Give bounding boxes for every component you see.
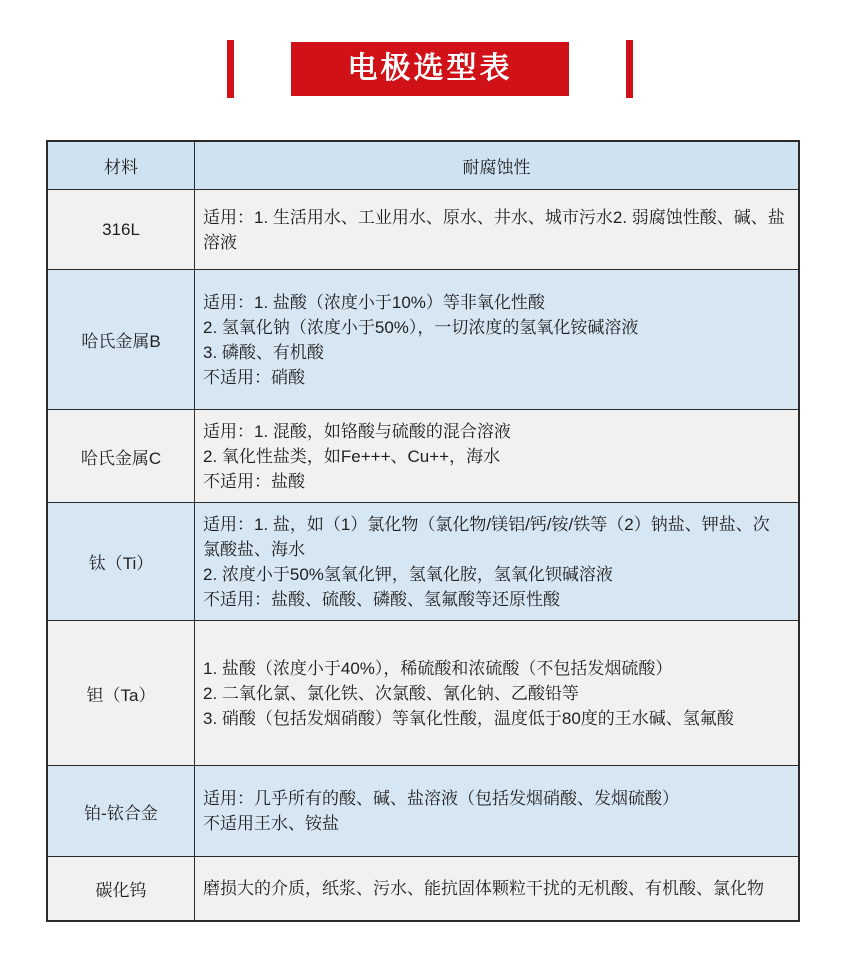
table-row-tantalum [47,621,799,766]
resistance-line: 不适用：盐酸 [203,471,305,491]
table-row-titanium [47,503,799,621]
resistance-cell [195,190,800,270]
resistance-line: 不适用王水、铵盐 [203,814,339,833]
material-cell: 碳化钨 [47,857,195,921]
material-cell: 316L [47,190,195,270]
page-title: 电极选型表 [347,52,513,85]
resistance-line: 1. 盐酸（浓度小于40%），稀硫酸和浓硫酸（不包括发烟硫酸） [203,658,673,678]
material-cell: 哈氏金属B [47,270,195,410]
title-banner [291,42,569,96]
resistance-cell [195,270,800,410]
resistance-cell [195,621,800,766]
material-cell: 钛（Ti） [47,503,195,621]
table-row-platinum-iridium [47,766,799,857]
resistance-line: 不适用：盐酸、硫酸、磷酸、氢氟酸等还原性酸 [203,589,560,609]
table-row-hastelloy-c [47,410,799,503]
table-row-tungsten-carbide [47,857,799,921]
resistance-line: 适用：1. 混酸，如铬酸与硫酸的混合溶液 [203,421,511,441]
column-header-material: 材料 [47,141,195,190]
title-banner-row [0,40,860,98]
resistance-line: 2. 浓度小于50%氢氧化钾，氢氧化胺，氢氧化钡碱溶液 [203,564,613,584]
resistance-line: 适用：几乎所有的酸、碱、盐溶液（包括发烟硝酸、发烟硫酸） [203,789,679,808]
column-header-corrosion-resistance: 耐腐蚀性 [195,141,800,190]
material-cell: 铂-铱合金 [47,766,195,857]
resistance-line: 磨损大的介质，纸浆、污水、能抗固体颗粒干扰的无机酸、有机酸、氯化物 [203,878,764,898]
resistance-line: 2. 氧化性盐类，如Fe+++、Cu++，海水 [203,446,501,466]
resistance-line: 3. 硝酸（包括发烟硝酸）等氧化性酸，温度低于80度的王水碱、氢氟酸 [203,708,734,728]
resistance-line: 2. 二氧化氯、氯化铁、次氯酸、氰化钠、乙酸铅等 [203,683,579,703]
resistance-cell [195,503,800,621]
table-header-row [47,141,799,190]
resistance-cell [195,857,800,921]
resistance-cell [195,410,800,503]
resistance-line: 3. 磷酸、有机酸 [203,342,324,362]
resistance-line: 适用：1. 盐，如（1）氯化物（氯化物/镁铝/钙/铵/铁等（2）钠盐、钾盐、次氯酸盐、海水 [203,514,770,559]
material-cell: 钽（Ta） [47,621,195,766]
table-row-316l [47,190,799,270]
resistance-line: 适用：1. 盐酸（浓度小于10%）等非氧化性酸 [203,292,545,312]
material-cell: 哈氏金属C [47,410,195,503]
resistance-cell [195,766,800,857]
resistance-line: 不适用：硝酸 [203,367,305,387]
right-accent-bar [626,40,633,98]
electrode-selection-table [46,140,800,922]
resistance-line: 2. 氢氧化钠（浓度小于50%），一切浓度的氢氧化铵碱溶液 [203,317,639,337]
left-accent-bar [227,40,234,98]
resistance-line: 适用：1. 生活用水、工业用水、原水、井水、城市污水2. 弱腐蚀性酸、碱、盐溶液 [203,207,785,252]
table-row-hastelloy-b [47,270,799,410]
